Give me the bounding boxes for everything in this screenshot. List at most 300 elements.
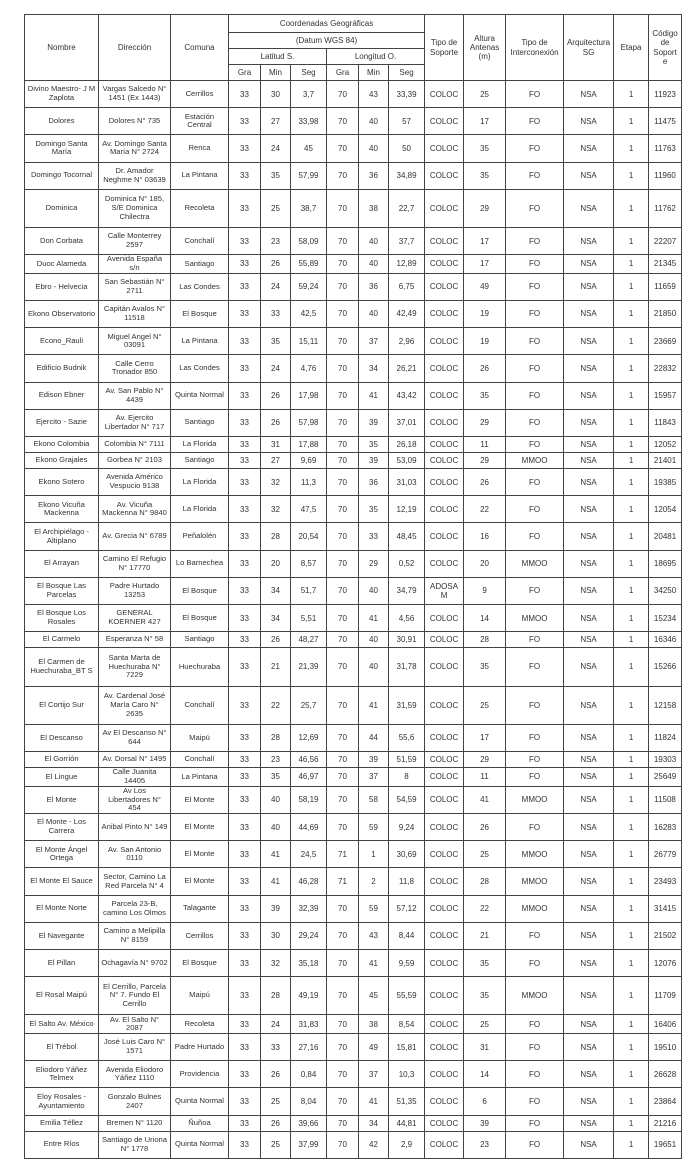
cell-lon-seg: 51,59 [389,752,425,768]
cell-comuna: La Pintana [171,162,229,189]
cell-interconexion: FO [506,436,564,452]
cell-interconexion: FO [506,162,564,189]
cell-codigo: 19385 [649,469,682,496]
cell-altura: 22 [464,496,506,523]
cell-codigo: 11508 [649,786,682,813]
cell-interconexion: FO [506,135,564,162]
cell-lat-min: 28 [261,523,291,550]
cell-arquitectura: NSA [564,977,614,1015]
cell-arquitectura: NSA [564,1131,614,1158]
cell-lon-seg: 57 [389,108,425,135]
cell-arquitectura: NSA [564,922,614,949]
cell-lat-seg: 29,24 [291,922,327,949]
cell-codigo: 11763 [649,135,682,162]
cell-lon-gra: 70 [327,1015,359,1034]
cell-nombre: Ekono Vicuña Mackenna [25,496,99,523]
cell-interconexion: FO [506,328,564,355]
cell-nombre: Don Corbata [25,228,99,255]
cell-lat-gra: 33 [229,1131,261,1158]
cell-codigo: 19510 [649,1034,682,1061]
cell-interconexion: FO [506,189,564,227]
cell-altura: 19 [464,328,506,355]
cell-lat-seg: 8,04 [291,1088,327,1115]
cell-direccion: GENERAL KOERNER 427 [99,605,171,632]
cell-comuna: Quinta Normal [171,382,229,409]
cell-lon-gra: 70 [327,300,359,327]
cell-codigo: 11709 [649,977,682,1015]
cell-lat-min: 41 [261,868,291,895]
cell-tipo-soporte: COLOC [425,814,464,841]
cell-comuna: El Bosque [171,605,229,632]
cell-direccion: Av. Dorsal N° 1495 [99,752,171,768]
cell-interconexion: MMOO [506,453,564,469]
cell-lat-seg: 24,5 [291,841,327,868]
cell-nombre: El Trébol [25,1034,99,1061]
cell-lat-gra: 33 [229,724,261,751]
cell-lon-gra: 70 [327,550,359,577]
cell-lat-seg: 27,16 [291,1034,327,1061]
table-row [25,496,682,523]
cell-direccion: Sector, Camino La Red Parcela N° 4 [99,868,171,895]
table-row [25,814,682,841]
cell-interconexion: FO [506,752,564,768]
cell-lat-gra: 33 [229,300,261,327]
cell-nombre: Ekono Sotero [25,469,99,496]
cell-arquitectura: NSA [564,752,614,768]
cell-lat-min: 32 [261,496,291,523]
cell-lat-gra: 33 [229,1061,261,1088]
cell-etapa: 1 [614,1061,649,1088]
cell-lon-min: 41 [359,686,389,724]
cell-lon-gra: 70 [327,135,359,162]
cell-nombre: El Salto Av. México [25,1015,99,1034]
cell-codigo: 21345 [649,255,682,274]
cell-interconexion: FO [506,523,564,550]
cell-lon-min: 40 [359,300,389,327]
table-row [25,273,682,300]
cell-lat-gra: 33 [229,577,261,604]
cell-lat-seg: 48,27 [291,632,327,648]
cell-arquitectura: NSA [564,328,614,355]
cell-direccion: Av. Cardenal José María Caro N° 2635 [99,686,171,724]
cell-lat-gra: 33 [229,409,261,436]
cell-etapa: 1 [614,228,649,255]
cell-codigo: 21401 [649,453,682,469]
cell-comuna: Las Condes [171,273,229,300]
cell-direccion: Calle Monterrey 2597 [99,228,171,255]
cell-direccion: Av. Domingo Santa María N° 2724 [99,135,171,162]
cell-altura: 23 [464,1131,506,1158]
cell-lat-seg: 51,7 [291,577,327,604]
cell-lon-seg: 57,12 [389,895,425,922]
cell-comuna: Peñalolén [171,523,229,550]
cell-interconexion: FO [506,632,564,648]
cell-altura: 25 [464,686,506,724]
cell-lon-gra: 70 [327,523,359,550]
cell-altura: 25 [464,81,506,108]
cell-interconexion: FO [506,273,564,300]
header-arquitectura: Arquitectura SG [564,15,614,81]
cell-lat-min: 26 [261,1061,291,1088]
cell-etapa: 1 [614,496,649,523]
cell-codigo: 25649 [649,768,682,787]
cell-altura: 26 [464,355,506,382]
cell-nombre: El Arrayan [25,550,99,577]
cell-lat-seg: 58,09 [291,228,327,255]
cell-lon-gra: 70 [327,1131,359,1158]
cell-altura: 35 [464,648,506,686]
cell-interconexion: MMOO [506,605,564,632]
cell-tipo-soporte: COLOC [425,382,464,409]
cell-codigo: 22832 [649,355,682,382]
cell-direccion: Av. Grecia N° 6789 [99,523,171,550]
cell-lat-min: 30 [261,81,291,108]
cell-lat-seg: 12,69 [291,724,327,751]
cell-etapa: 1 [614,355,649,382]
header-tipo-interconexion: Tipo de Interconexión [506,15,564,81]
cell-lon-gra: 70 [327,108,359,135]
cell-lon-min: 59 [359,814,389,841]
cell-etapa: 1 [614,162,649,189]
cell-interconexion: FO [506,409,564,436]
cell-comuna: Santiago [171,255,229,274]
cell-etapa: 1 [614,648,649,686]
cell-interconexion: MMOO [506,895,564,922]
cell-tipo-soporte: COLOC [425,496,464,523]
cell-lat-gra: 33 [229,868,261,895]
cell-lon-min: 38 [359,189,389,227]
cell-lat-gra: 33 [229,228,261,255]
cell-tipo-soporte: COLOC [425,841,464,868]
header-lon-min: Min [359,65,389,81]
cell-direccion: Avenida España s/n [99,255,171,274]
cell-direccion: José Luis Caro N° 1571 [99,1034,171,1061]
header-lon-seg: Seg [389,65,425,81]
cell-nombre: El Descanso [25,724,99,751]
cell-arquitectura: NSA [564,355,614,382]
cell-lon-gra: 70 [327,355,359,382]
cell-codigo: 18695 [649,550,682,577]
cell-codigo: 21502 [649,922,682,949]
cell-lon-min: 34 [359,1115,389,1131]
cell-lat-min: 34 [261,577,291,604]
cell-arquitectura: NSA [564,768,614,787]
cell-codigo: 15266 [649,648,682,686]
table-row [25,255,682,274]
cell-comuna: Ñuñoa [171,1115,229,1131]
cell-lon-gra: 70 [327,686,359,724]
cell-nombre: Emilia Téllez [25,1115,99,1131]
cell-codigo: 11923 [649,81,682,108]
cell-arquitectura: NSA [564,1061,614,1088]
cell-tipo-soporte: COLOC [425,950,464,977]
cell-lat-seg: 33,98 [291,108,327,135]
cell-lon-min: 35 [359,496,389,523]
cell-direccion: Camino a Melipilla N° 8159 [99,922,171,949]
cell-direccion: Capitán Avalos N° 11518 [99,300,171,327]
cell-arquitectura: NSA [564,1034,614,1061]
cell-lon-gra: 70 [327,950,359,977]
cell-direccion: Camino El Refugio N° 17770 [99,550,171,577]
cell-comuna: El Bosque [171,950,229,977]
cell-etapa: 1 [614,605,649,632]
header-comuna: Comuna [171,15,229,81]
cell-tipo-soporte: COLOC [425,605,464,632]
cell-lon-min: 41 [359,950,389,977]
cell-lon-seg: 55,59 [389,977,425,1015]
table-row [25,162,682,189]
cell-altura: 17 [464,255,506,274]
cell-lon-seg: 34,89 [389,162,425,189]
cell-direccion: Calle Cerro Tronador 850 [99,355,171,382]
cell-lon-seg: 26,21 [389,355,425,382]
cell-lat-gra: 33 [229,686,261,724]
cell-lat-seg: 46,97 [291,768,327,787]
header-lat-gra: Gra [229,65,261,81]
cell-interconexion: FO [506,108,564,135]
cell-etapa: 1 [614,409,649,436]
cell-lon-gra: 70 [327,1088,359,1115]
cell-codigo: 21216 [649,1115,682,1131]
cell-lon-gra: 70 [327,648,359,686]
cell-arquitectura: NSA [564,108,614,135]
cell-comuna: Renca [171,135,229,162]
cell-tipo-soporte: COLOC [425,768,464,787]
cell-tipo-soporte: COLOC [425,686,464,724]
cell-nombre: El Bosque Las Parcelas [25,577,99,604]
cell-tipo-soporte: COLOC [425,355,464,382]
cell-etapa: 1 [614,841,649,868]
cell-arquitectura: NSA [564,189,614,227]
cell-etapa: 1 [614,1131,649,1158]
cell-direccion: Av. San Antonio 0110 [99,841,171,868]
cell-nombre: El Monte - Los Carrera [25,814,99,841]
cell-lon-gra: 70 [327,977,359,1015]
cell-comuna: Recoleta [171,1015,229,1034]
cell-comuna: Conchalí [171,686,229,724]
cell-direccion: Esperanza N° 58 [99,632,171,648]
cell-tipo-soporte: COLOC [425,189,464,227]
cell-altura: 26 [464,814,506,841]
cell-lon-min: 41 [359,382,389,409]
cell-lon-gra: 70 [327,189,359,227]
cell-comuna: Quinta Normal [171,1088,229,1115]
cell-codigo: 16406 [649,1015,682,1034]
cell-lon-min: 34 [359,355,389,382]
cell-codigo: 15957 [649,382,682,409]
cell-lat-min: 26 [261,382,291,409]
cell-tipo-soporte: COLOC [425,1115,464,1131]
cell-comuna: La Pintana [171,768,229,787]
cell-lon-seg: 2,96 [389,328,425,355]
cell-etapa: 1 [614,273,649,300]
cell-nombre: Ekono Grajales [25,453,99,469]
table-row [25,523,682,550]
cell-tipo-soporte: COLOC [425,724,464,751]
cell-tipo-soporte: COLOC [425,922,464,949]
cell-altura: 6 [464,1088,506,1115]
cell-interconexion: FO [506,355,564,382]
cell-lon-min: 36 [359,162,389,189]
cell-nombre: Duoc Alameda [25,255,99,274]
cell-lon-gra: 70 [327,469,359,496]
cell-direccion: Santiago de Uriona N° 1778 [99,1131,171,1158]
cell-codigo: 21850 [649,300,682,327]
cell-altura: 28 [464,632,506,648]
cell-comuna: El Monte [171,814,229,841]
cell-comuna: Maipú [171,724,229,751]
cell-tipo-soporte: COLOC [425,436,464,452]
cell-arquitectura: NSA [564,648,614,686]
cell-lon-gra: 70 [327,632,359,648]
cell-arquitectura: NSA [564,162,614,189]
cell-lat-min: 32 [261,950,291,977]
cell-altura: 35 [464,135,506,162]
cell-lon-gra: 70 [327,922,359,949]
cell-tipo-soporte: COLOC [425,162,464,189]
cell-codigo: 11960 [649,162,682,189]
cell-nombre: El Archipiélago - Altiplano [25,523,99,550]
cell-lat-min: 33 [261,1034,291,1061]
cell-arquitectura: NSA [564,382,614,409]
cell-lat-gra: 33 [229,1115,261,1131]
cell-direccion: Calle Juanita 14405 [99,768,171,787]
cell-lat-gra: 33 [229,786,261,813]
cell-interconexion: FO [506,1131,564,1158]
cell-etapa: 1 [614,977,649,1015]
table-row [25,1061,682,1088]
table-row [25,632,682,648]
cell-codigo: 11659 [649,273,682,300]
cell-altura: 29 [464,453,506,469]
cell-lon-seg: 31,03 [389,469,425,496]
cell-lat-gra: 33 [229,81,261,108]
cell-altura: 17 [464,228,506,255]
cell-interconexion: FO [506,950,564,977]
cell-codigo: 34250 [649,577,682,604]
cell-direccion: Gorbea N° 2103 [99,453,171,469]
cell-comuna: Talagante [171,895,229,922]
cell-arquitectura: NSA [564,550,614,577]
cell-lon-seg: 54,59 [389,786,425,813]
table-row [25,382,682,409]
cell-interconexion: FO [506,1034,564,1061]
table-row [25,300,682,327]
cell-lon-gra: 70 [327,81,359,108]
cell-lat-min: 28 [261,724,291,751]
cell-codigo: 11762 [649,189,682,227]
table-row [25,605,682,632]
cell-lat-seg: 59,24 [291,273,327,300]
cell-direccion: Dominica N° 185, S/E Dominica Chilectra [99,189,171,227]
cell-lon-gra: 70 [327,577,359,604]
cell-arquitectura: NSA [564,950,614,977]
cell-lon-min: 40 [359,255,389,274]
cell-comuna: Cerrillos [171,81,229,108]
cell-nombre: Econo_Rauli [25,328,99,355]
cell-interconexion: MMOO [506,868,564,895]
cell-comuna: Santiago [171,453,229,469]
cell-altura: 14 [464,1061,506,1088]
cell-lat-seg: 46,56 [291,752,327,768]
cell-altura: 16 [464,523,506,550]
header-datum: (Datum WGS 84) [229,33,425,49]
cell-etapa: 1 [614,436,649,452]
cell-comuna: Quinta Normal [171,1131,229,1158]
cell-lon-min: 37 [359,768,389,787]
cell-arquitectura: NSA [564,255,614,274]
table-row [25,786,682,813]
cell-lon-seg: 50 [389,135,425,162]
cell-nombre: Edificio Budnik [25,355,99,382]
cell-lat-gra: 33 [229,814,261,841]
cell-lon-min: 39 [359,453,389,469]
table-row [25,1115,682,1131]
cell-lat-min: 33 [261,300,291,327]
cell-direccion: Gonzalo Bulnes 2407 [99,1088,171,1115]
cell-codigo: 23493 [649,868,682,895]
cell-altura: 29 [464,752,506,768]
cell-interconexion: FO [506,228,564,255]
cell-nombre: El Rosal Maipú [25,977,99,1015]
cell-lon-seg: 42,49 [389,300,425,327]
cell-lon-min: 37 [359,328,389,355]
cell-lon-gra: 70 [327,328,359,355]
table-row [25,1034,682,1061]
table-row [25,950,682,977]
cell-lat-seg: 17,88 [291,436,327,452]
cell-lat-gra: 33 [229,895,261,922]
table-row [25,868,682,895]
cell-comuna: Padre Hurtado [171,1034,229,1061]
cell-direccion: Bremen N° 1120 [99,1115,171,1131]
cell-tipo-soporte: COLOC [425,81,464,108]
cell-comuna: La Florida [171,436,229,452]
cell-tipo-soporte: COLOC [425,135,464,162]
cell-lon-min: 44 [359,724,389,751]
cell-lat-seg: 4,76 [291,355,327,382]
cell-etapa: 1 [614,300,649,327]
cell-lon-min: 37 [359,1061,389,1088]
cell-lat-gra: 33 [229,752,261,768]
table-row [25,135,682,162]
cell-comuna: El Monte [171,841,229,868]
cell-lat-gra: 33 [229,922,261,949]
cell-nombre: Ejercito - Sazie [25,409,99,436]
cell-nombre: Domingo Tocornal [25,162,99,189]
cell-comuna: Estación Central [171,108,229,135]
cell-lon-min: 40 [359,108,389,135]
cell-tipo-soporte: COLOC [425,1034,464,1061]
table-row [25,768,682,787]
cell-direccion: Anibal Pinto N° 149 [99,814,171,841]
cell-lat-min: 40 [261,786,291,813]
cell-tipo-soporte: COLOC [425,228,464,255]
cell-nombre: El Monte Norte [25,895,99,922]
cell-lon-gra: 70 [327,382,359,409]
cell-lat-gra: 33 [229,382,261,409]
cell-tipo-soporte: COLOC [425,328,464,355]
cell-lon-gra: 70 [327,255,359,274]
cell-codigo: 31415 [649,895,682,922]
cell-lon-seg: 6,75 [389,273,425,300]
cell-etapa: 1 [614,469,649,496]
cell-nombre: El Bosque Los Rosales [25,605,99,632]
cell-arquitectura: NSA [564,300,614,327]
cell-arquitectura: NSA [564,724,614,751]
cell-interconexion: FO [506,814,564,841]
cell-lon-seg: 0,52 [389,550,425,577]
